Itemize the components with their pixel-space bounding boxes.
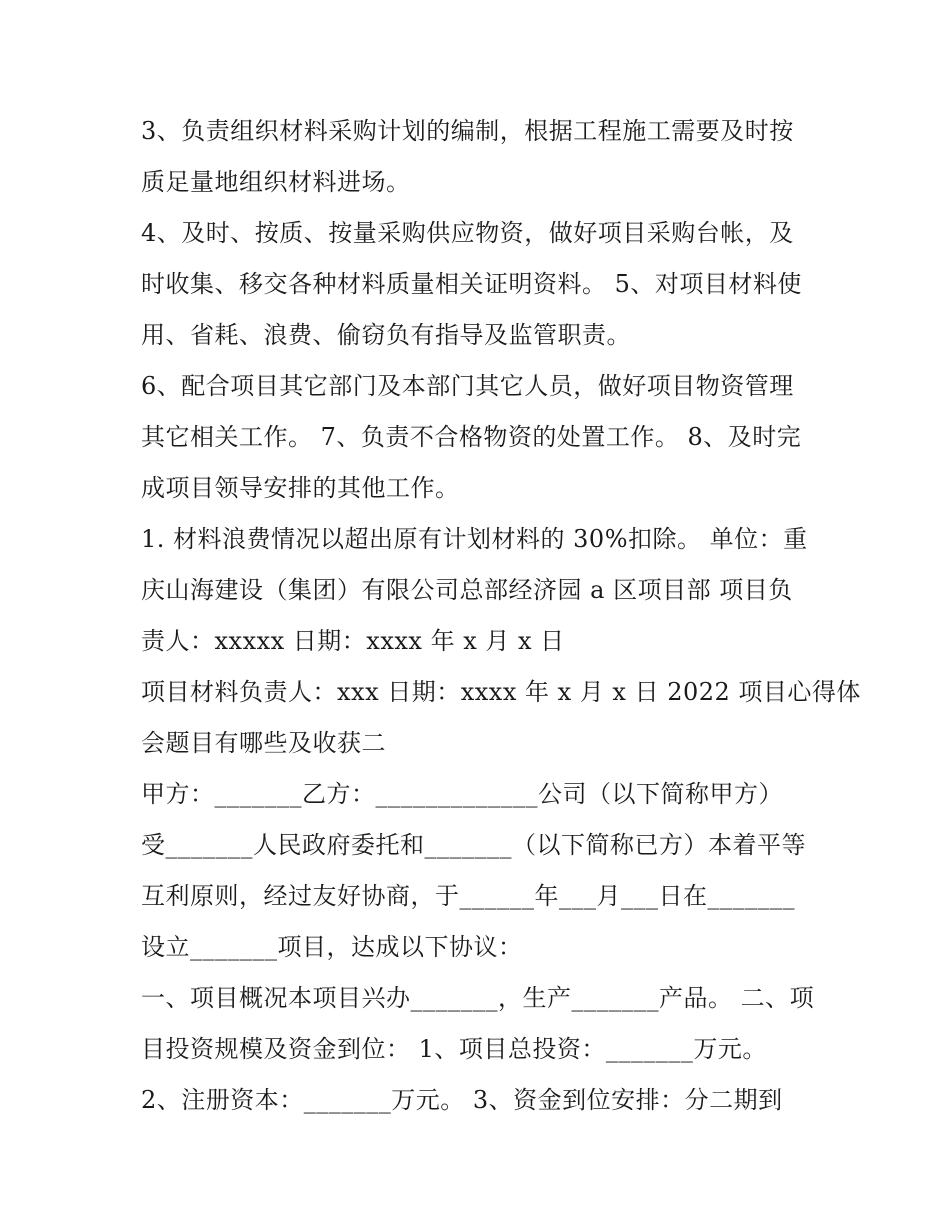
text-line: 2、注册资本：_______万元。 3、资金到位安排：分二期到: [141, 1086, 783, 1114]
text-line: 会题目有哪些及收获二: [141, 729, 386, 757]
text-line: 时收集、移交各种材料质量相关证明资料。 5、对项目材料使: [141, 270, 802, 298]
text-line: 互利原则，经过友好协商，于______年___月___日在_______: [141, 882, 795, 910]
text-line: 项目材料负责人：xxx 日期：xxxx 年 x 月 x 日 2022 项目心得体: [141, 678, 861, 706]
text-line: 成项目领导安排的其他工作。: [141, 474, 460, 502]
text-line: 用、省耗、浪费、偷窃负有指导及监管职责。: [141, 321, 631, 349]
document-body: [141, 106, 861, 1126]
text-line: 责人：xxxxx 日期：xxxx 年 x 月 x 日: [141, 627, 565, 655]
text-line: 3、负责组织材料采购计划的编制，根据工程施工需要及时按: [141, 117, 794, 145]
text-line: 6、配合项目其它部门及本部门其它人员，做好项目物资管理: [141, 372, 794, 400]
text-line: 质足量地组织材料进场。: [141, 168, 411, 196]
text-line: 其它相关工作。 7、负责不合格物资的处置工作。 8、及时完: [141, 423, 802, 451]
text-line: 设立_______项目，达成以下协议：: [141, 933, 523, 961]
text-line: 目投资规模及资金到位： 1、项目总投资：_______万元。: [141, 1035, 767, 1063]
text-line: 一、项目概况本项目兴办_______，生产_______产品。 二、项: [141, 984, 815, 1012]
text-line: 4、及时、按质、按量采购供应物资，做好项目采购台帐，及: [141, 219, 794, 247]
text-line: 庆山海建设（集团）有限公司总部经济园 a 区项目部 项目负: [141, 576, 793, 604]
text-line: 甲方：_______乙方：_____________公司（以下简称甲方）: [141, 780, 783, 808]
text-line: 受_______人民政府委托和_______（以下简称已方）本着平等: [141, 831, 806, 859]
text-line: 1. 材料浪费情况以超出原有计划材料的 30%扣除。 单位：重: [141, 525, 808, 553]
